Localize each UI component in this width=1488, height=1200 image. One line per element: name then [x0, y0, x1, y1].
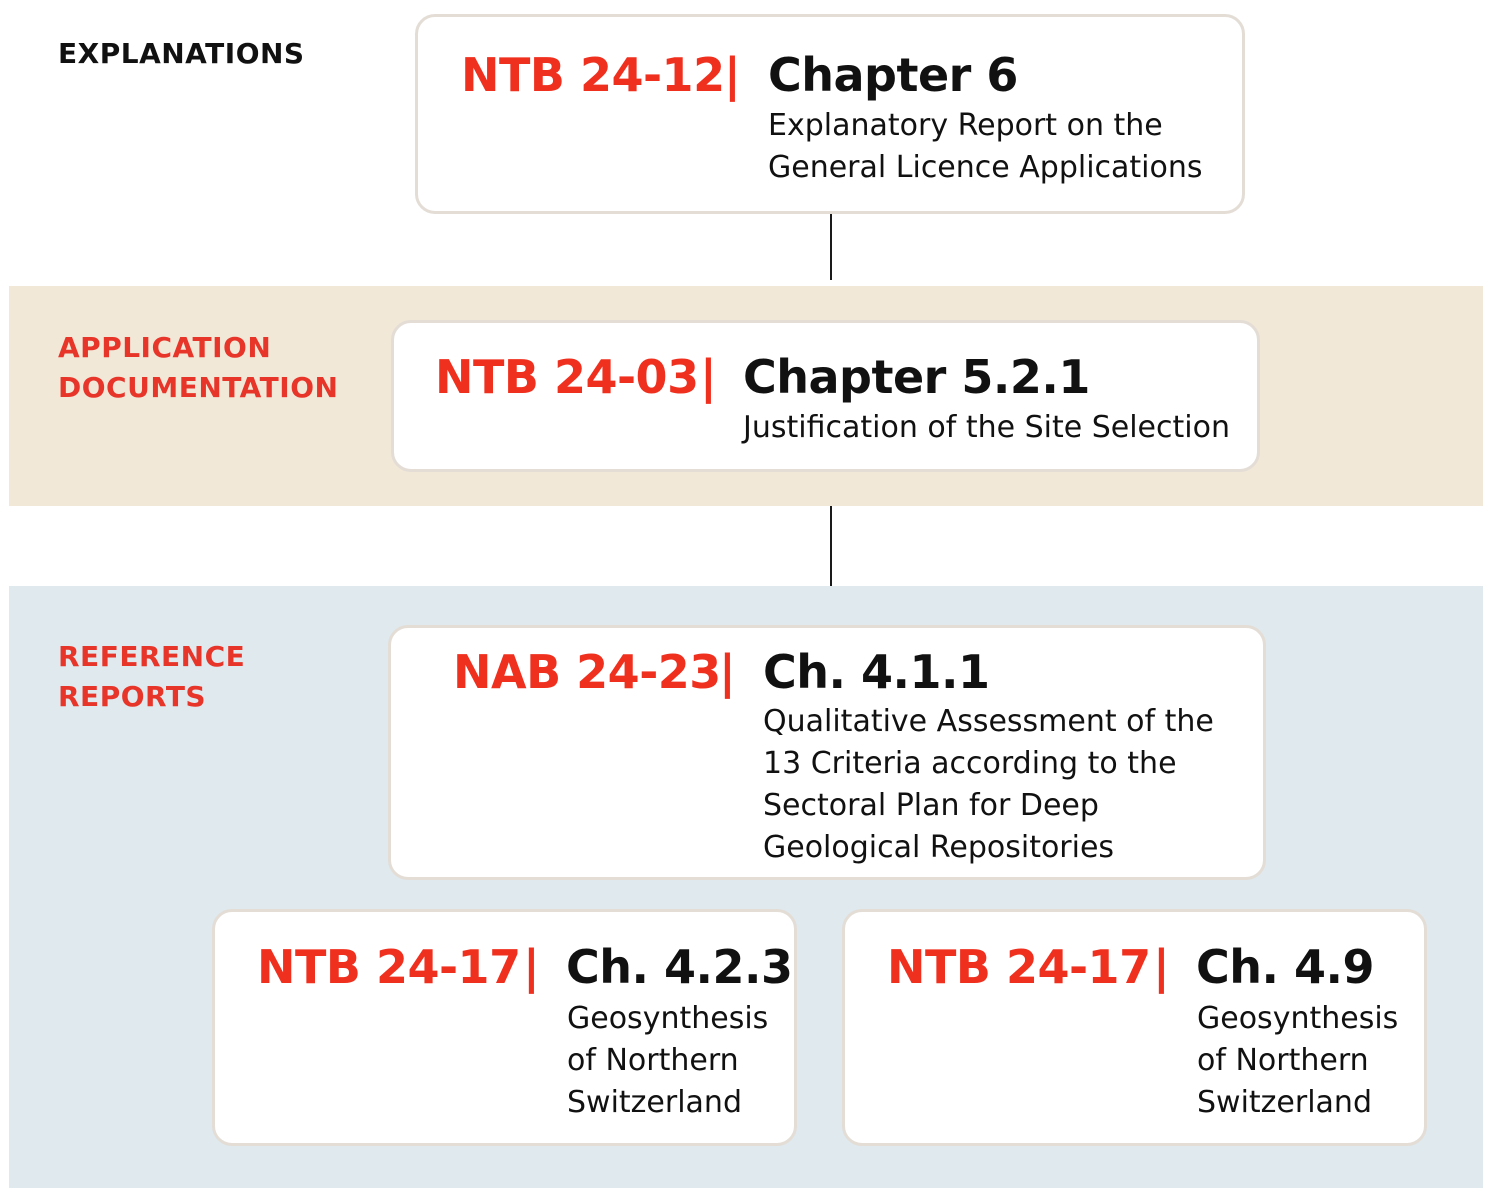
- connector-line: [830, 506, 832, 586]
- section-label-explanations: EXPLANATIONS: [58, 37, 305, 70]
- section-label-reference: REFERENCE REPORTS: [58, 640, 246, 713]
- connector-line: [830, 213, 832, 280]
- doc-chapter: Chapter 6: [768, 48, 1018, 102]
- doc-description: Geosynthesis of Northern Switzerland: [1197, 1001, 1399, 1120]
- doc-description: Geosynthesis of Northern Switzerland: [567, 1001, 769, 1120]
- doc-box-geosynthesis-4-9: [842, 909, 1427, 1146]
- section-label-application: APPLICATION DOCUMENTATION: [58, 331, 339, 404]
- doc-separator: |: [724, 48, 741, 102]
- doc-separator: |: [1153, 940, 1170, 994]
- doc-separator: |: [719, 645, 736, 699]
- doc-box-criteria-assessment: [388, 625, 1266, 880]
- doc-box-explanatory-report: [415, 14, 1245, 214]
- doc-code: NAB 24-23: [453, 645, 721, 699]
- doc-code: NTB 24-12: [461, 48, 725, 102]
- doc-description: Justification of the Site Selection: [743, 410, 1230, 445]
- doc-code: NTB 24-17: [887, 940, 1151, 994]
- doc-description: Explanatory Report on the General Licence Applications: [768, 108, 1203, 185]
- doc-chapter: Ch. 4.9: [1196, 940, 1374, 994]
- doc-separator: |: [700, 350, 717, 404]
- doc-chapter: Chapter 5.2.1: [743, 350, 1090, 404]
- doc-chapter: Ch. 4.1.1: [763, 645, 990, 699]
- doc-chapter: Ch. 4.2.3: [566, 940, 793, 994]
- doc-separator: |: [523, 940, 540, 994]
- doc-code: NTB 24-17: [257, 940, 521, 994]
- doc-description: Qualitative Assessment of the 13 Criteria according to the Sectoral Plan for Deep Geological Repositories: [763, 704, 1214, 865]
- doc-box-site-selection: [391, 320, 1260, 472]
- doc-code: NTB 24-03: [435, 350, 699, 404]
- doc-box-geosynthesis-4-2-3: [212, 909, 797, 1146]
